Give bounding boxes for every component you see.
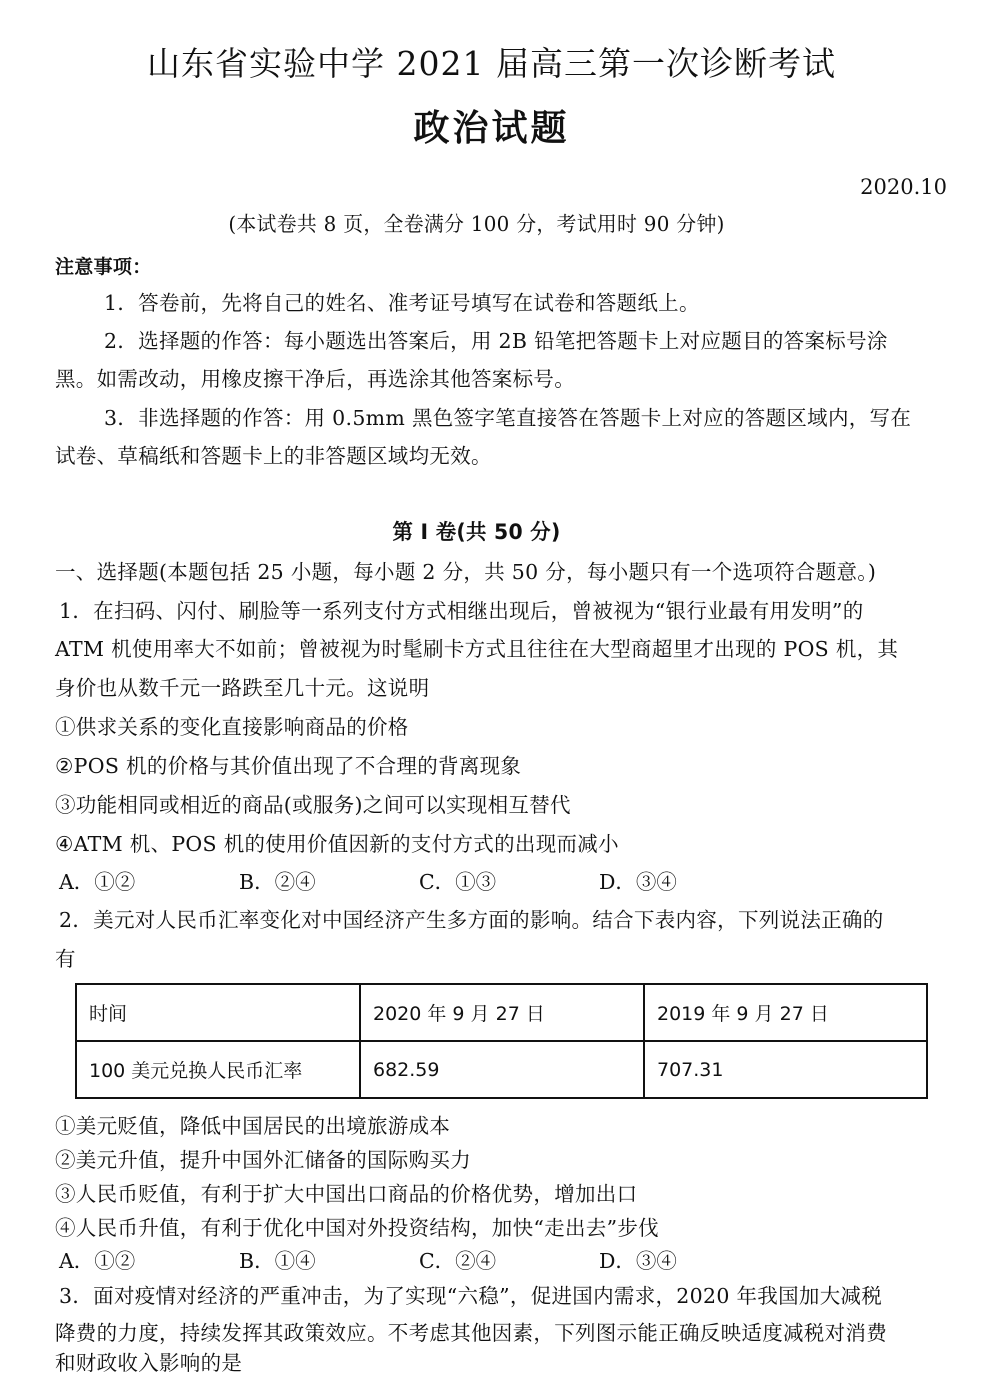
table-header-cell: 2020 年 9 月 27 日 [360,984,644,1041]
q1-statement: ③功能相同或相近的商品(或服务)之间可以实现相互替代 [55,793,571,817]
q1-option-d[interactable]: D．③④ [599,870,677,894]
table-cell: 100 美元兑换人民币汇率 [76,1041,360,1098]
exchange-rate-table [75,983,928,1099]
q2-option-a[interactable]: A．①② [59,1249,136,1273]
q3-stem: 降费的力度，持续发挥其政策效应。不考虑其他因素，下列图示能正确反映适度减税对消费 [55,1321,887,1345]
q1-stem: 身价也从数千元一路跌至几十元。这说明 [55,676,430,700]
subject-title: 政治试题 [413,108,570,149]
notes-line: 1．答卷前，先将自己的姓名、准考证号填写在试卷和答题纸上。 [104,291,700,315]
q2-option-d[interactable]: D．③④ [599,1249,677,1273]
q2-statement: ③人民币贬值，有利于扩大中国出口商品的价格优势，增加出口 [55,1182,638,1206]
table-row [76,984,927,1041]
q2-option-b[interactable]: B．①④ [239,1249,316,1273]
q2-stem: 2．美元对人民币汇率变化对中国经济产生多方面的影响。结合下表内容，下列说法正确的 [59,908,884,932]
q3-stem: 3．面对疫情对经济的严重冲击，为了实现“六稳”，促进国内需求，2020 年我国加大减税 [59,1284,883,1308]
q1-option-b[interactable]: B．②④ [239,870,316,894]
table-row [76,1041,927,1098]
q1-options [59,869,939,895]
notes-title: 注意事项： [55,256,152,278]
q2-statement: ④人民币升值，有利于优化中国对外投资结构，加快“走出去”步伐 [55,1216,659,1240]
q1-option-a[interactable]: A．①② [59,870,136,894]
notes-line: 试卷、草稿纸和答题卡上的非答题区域均无效。 [55,444,492,468]
exam-date: 2020.10 [860,175,947,199]
q2-stem: 有 [55,947,76,971]
q1-statement: ②POS 机的价格与其价值出现了不合理的背离现象 [55,754,522,778]
section-title: 第 I 卷(共 50 分) [392,520,561,544]
q2-option-c[interactable]: C．②④ [419,1249,497,1273]
notes-line: 黑。如需改动，用橡皮擦干净后，再选涂其他答案标号。 [55,367,575,391]
table-cell: 707.31 [644,1041,927,1098]
q2-options [59,1248,939,1274]
table-cell: 682.59 [360,1041,644,1098]
table-header-cell: 2019 年 9 月 27 日 [644,984,927,1041]
section-instruction: 一、选择题(本题包括 25 小题，每小题 2 分，共 50 分，每小题只有一个选项符合题意。) [55,560,877,584]
q1-statement: ④ATM 机、POS 机的使用价值因新的支付方式的出现而减小 [55,832,619,856]
exam-info: (本试卷共 8 页，全卷满分 100 分，考试用时 90 分钟) [228,212,725,236]
q2-statement: ②美元升值，提升中国外汇储备的国际购买力 [55,1148,471,1172]
q1-option-c[interactable]: C．①③ [419,870,497,894]
q3-stem: 和财政收入影响的是 [55,1351,243,1375]
exam-title: 山东省实验中学 2021 届高三第一次诊断考试 [147,44,836,83]
q1-stem: 1．在扫码、闪付、刷脸等一系列支付方式相继出现后，曾被视为“银行业最有用发明”的 [59,599,864,623]
q1-statement: ①供求关系的变化直接影响商品的价格 [55,715,409,739]
q2-statement: ①美元贬值，降低中国居民的出境旅游成本 [55,1114,451,1138]
notes-line: 2．选择题的作答：每小题选出答案后，用 2B 铅笔把答题卡上对应题目的答案标号涂 [104,329,888,353]
q1-stem: ATM 机使用率大不如前；曾被视为时髦刷卡方式且往往在大型商超里才出现的 POS 机，其 [55,637,899,661]
notes-line: 3．非选择题的作答：用 0.5mm 黑色签字笔直接答在答题卡上对应的答题区域内，写在 [104,406,912,430]
table-header-cell: 时间 [76,984,360,1041]
